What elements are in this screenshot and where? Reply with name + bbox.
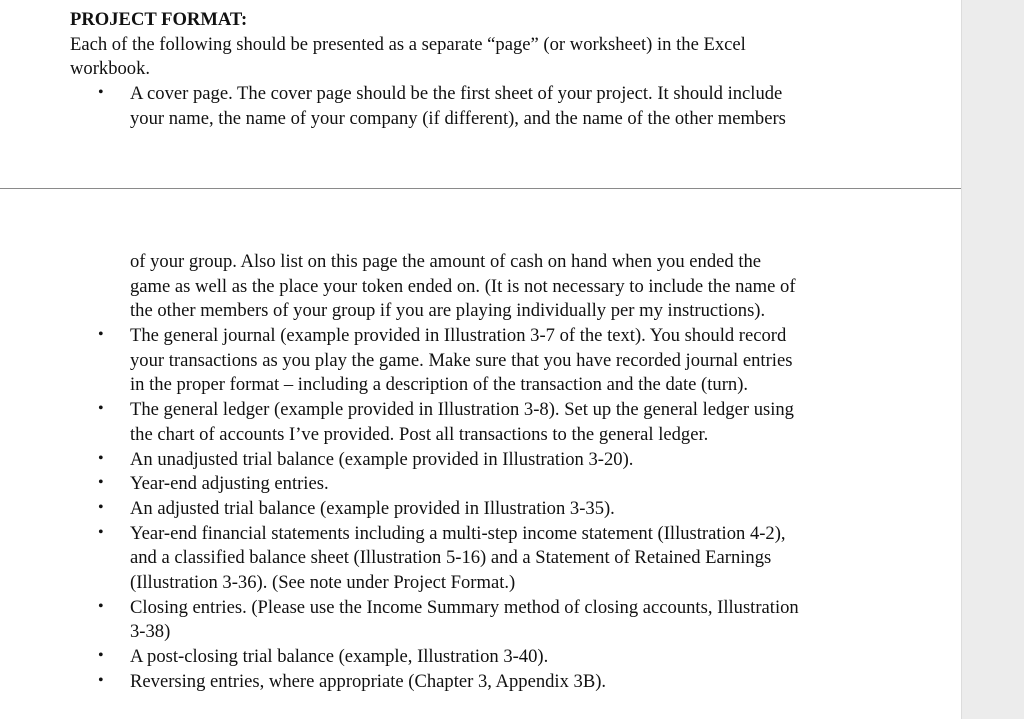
text-line: Year-end adjusting entries. xyxy=(130,473,329,495)
bullet-list-page-1 xyxy=(70,82,950,131)
text-line: A cover page. The cover page should be the first sheet of your project. It should include xyxy=(130,83,783,105)
page-break-divider xyxy=(0,188,961,189)
text-line: Reversing entries, where appropriate (Chapter 3, Appendix 3B). xyxy=(130,670,607,692)
bullet-icon: • xyxy=(98,474,104,492)
list-item xyxy=(70,596,950,645)
list-item xyxy=(70,472,950,497)
text-line: Year-end financial statements including a multi-step income statement (Illustration 4-2), xyxy=(130,522,786,544)
bullet-icon: • xyxy=(98,84,104,102)
text-line: The general journal (example provided in Illustration 3-7 of the text). You should record xyxy=(130,325,787,347)
list-item xyxy=(70,497,950,522)
bullet-icon: • xyxy=(98,449,104,467)
text-line: Each of the following should be presented as a separate “page” (or worksheet) in the Excel xyxy=(70,33,746,55)
bullet-icon: • xyxy=(98,671,104,689)
bullet-list-page-2 xyxy=(70,324,950,694)
text-line: (Illustration 3-36). (See note under Project Format.) xyxy=(130,571,516,593)
list-item xyxy=(70,324,950,398)
list-item xyxy=(70,645,950,670)
text-line: and a classified balance sheet (Illustration 5-16) and a Statement of Retained Earnings xyxy=(130,547,772,569)
text-line: Closing entries. (Please use the Income Summary method of closing accounts, Illustration xyxy=(130,596,799,618)
bullet-icon: • xyxy=(98,647,104,664)
text-line: your transactions as you play the game. Make sure that you have recorded journal entries xyxy=(130,349,793,371)
window-gutter xyxy=(961,0,1024,719)
text-line: game as well as the place your token ended on. (It is not necessary to include the name of xyxy=(130,275,796,297)
text-line: An unadjusted trial balance (example provided in Illustration 3-20). xyxy=(130,448,634,470)
text-line: workbook. xyxy=(70,58,151,80)
bullet-icon: • xyxy=(98,597,104,615)
intro-paragraph xyxy=(70,33,950,82)
text-line: in the proper format – including a description of the transaction and the date (turn). xyxy=(130,374,749,396)
text-line: The general ledger (example provided in Illustration 3-8). Set up the general ledger using xyxy=(130,399,794,421)
page-1-content xyxy=(70,8,950,131)
text-line: 3-38) xyxy=(130,621,171,643)
text-line: your name, the name of your company (if different), and the name of the other members xyxy=(130,107,786,129)
bullet-icon: • xyxy=(98,326,104,344)
bullet-icon: • xyxy=(98,400,104,418)
list-item xyxy=(70,398,950,447)
bullet-icon: • xyxy=(98,523,104,541)
list-item xyxy=(70,670,950,695)
text-line: of your group. Also list on this page the amount of cash on hand when you ended the xyxy=(130,251,762,272)
text-line: the chart of accounts I’ve provided. Post all transactions to the general ledger. xyxy=(130,423,709,445)
list-item xyxy=(70,522,950,596)
section-heading: PROJECT FORMAT: xyxy=(70,9,248,30)
page-2-content xyxy=(70,250,950,694)
text-line: A post-closing trial balance (example, Illustration 3-40). xyxy=(130,646,549,667)
cover-page-continuation xyxy=(70,250,950,324)
text-line: An adjusted trial balance (example provided in Illustration 3-35). xyxy=(130,497,615,519)
bullet-icon: • xyxy=(98,498,104,516)
list-item xyxy=(70,448,950,473)
list-item xyxy=(70,82,950,131)
text-line: the other members of your group if you are playing individually per my instructions). xyxy=(130,300,766,322)
